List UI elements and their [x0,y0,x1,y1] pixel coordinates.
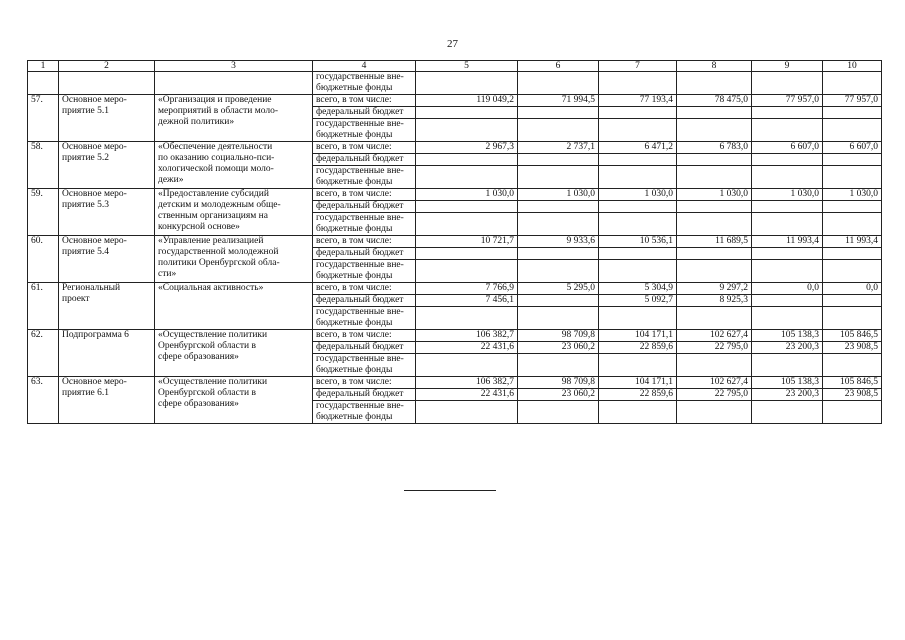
value-cell [416,307,518,330]
value-cell: 22 431,6 [416,389,518,401]
value-cell: 5 304,9 [599,283,677,295]
value-cell [518,354,599,377]
value-cell: 105 138,3 [752,377,823,389]
name-cell [155,283,313,330]
value-cell [518,260,599,283]
source-line: государственные вне- [316,213,404,223]
value-cell: 22 431,6 [416,342,518,354]
source-line: всего, в том числе: [316,142,392,152]
value-cell [518,107,599,119]
value-cell [518,154,599,166]
source-line: федеральный бюджет [316,107,404,117]
value-cell [518,213,599,236]
value-cell [518,248,599,260]
source-line: государственные вне- [316,354,404,364]
value-cell [752,72,823,95]
value-cell [823,72,882,95]
value-cell [599,72,677,95]
source-line: всего, в том числе: [316,377,392,387]
value-cell: 77 957,0 [752,95,823,107]
header-cell: 6 [518,61,599,72]
value-cell: 11 689,5 [677,236,752,248]
value-cell [823,119,882,142]
value-cell: 23 908,5 [823,342,882,354]
value-cell [599,119,677,142]
source-line: бюджетные фонды [316,177,393,187]
value-cell: 6 471,2 [599,142,677,154]
source-line: всего, в том числе: [316,330,392,340]
table-row [28,330,882,342]
name-cell [155,95,313,142]
value-cell [823,295,882,307]
name-line: государственной молодежной [158,247,279,257]
index-cell: 57. [28,95,59,142]
type-line: приятие 5.3 [62,200,109,210]
source-cell [313,248,416,260]
continuation-row [28,72,882,95]
value-cell [416,260,518,283]
header-cell: 5 [416,61,518,72]
value-cell: 2 967,3 [416,142,518,154]
name-cell [155,72,313,95]
value-cell: 1 030,0 [677,189,752,201]
table-row [28,95,882,107]
table-body [28,72,882,424]
value-cell [518,119,599,142]
index-cell: 62. [28,330,59,377]
value-cell: 8 925,3 [677,295,752,307]
value-cell [416,354,518,377]
value-cell [599,260,677,283]
value-cell: 5 092,7 [599,295,677,307]
source-line: государственные вне- [316,401,404,411]
value-cell: 23 200,3 [752,389,823,401]
value-cell [416,154,518,166]
name-line: Оренбургской области в [158,388,256,398]
page-number: 27 [447,38,458,50]
value-cell: 10 721,7 [416,236,518,248]
source-line: государственные вне- [316,260,404,270]
name-line: сти» [158,269,177,279]
source-cell [313,295,416,307]
header-row [28,61,882,72]
source-cell [313,342,416,354]
value-cell: 23 060,2 [518,389,599,401]
value-cell [823,307,882,330]
source-cell [313,389,416,401]
value-cell [518,166,599,189]
type-cell [59,283,155,330]
header-cell: 1 [28,61,59,72]
value-cell [823,166,882,189]
header-cell: 3 [155,61,313,72]
value-cell [677,154,752,166]
value-cell: 1 030,0 [416,189,518,201]
name-line: «Осуществление политики [158,377,268,387]
index-cell [28,72,59,95]
value-cell [823,107,882,119]
value-cell: 119 049,2 [416,95,518,107]
source-line: бюджетные фонды [316,365,393,375]
header-cell: 7 [599,61,677,72]
value-cell [823,154,882,166]
table-row [28,236,882,248]
name-line: дежи» [158,175,184,185]
value-cell [416,401,518,424]
value-cell: 6 783,0 [677,142,752,154]
source-line: бюджетные фонды [316,271,393,281]
value-cell [416,213,518,236]
value-cell [752,201,823,213]
value-cell: 7 766,9 [416,283,518,295]
value-cell: 22 795,0 [677,342,752,354]
value-cell [599,107,677,119]
source-cell [313,236,416,248]
value-cell [599,213,677,236]
value-cell [677,260,752,283]
value-cell [599,201,677,213]
source-line: федеральный бюджет [316,154,404,164]
source-cell [313,166,416,189]
name-line: хологической помощи моло- [158,164,274,174]
source-line: бюджетные фонды [316,83,393,93]
value-cell [752,154,823,166]
source-line: бюджетные фонды [316,130,393,140]
type-line: Основное меро- [62,236,127,246]
value-cell: 78 475,0 [677,95,752,107]
source-cell [313,72,416,95]
value-cell [416,107,518,119]
value-cell: 6 607,0 [823,142,882,154]
value-cell [752,248,823,260]
value-cell [752,295,823,307]
value-cell [677,166,752,189]
name-line: конкурсной основе» [158,222,240,232]
source-line: федеральный бюджет [316,295,404,305]
type-line: Основное меро- [62,95,127,105]
type-line: приятие 5.4 [62,247,109,257]
type-line: проект [62,294,90,304]
value-cell [823,213,882,236]
header-cell: 2 [59,61,155,72]
value-cell: 102 627,4 [677,377,752,389]
end-of-table-line [404,490,496,491]
source-line: бюджетные фонды [316,412,393,422]
source-line: бюджетные фонды [316,318,393,328]
type-cell [59,142,155,189]
source-cell [313,119,416,142]
name-line: детским и молодежным обще- [158,200,281,210]
value-cell [752,354,823,377]
value-cell [752,401,823,424]
value-cell: 105 138,3 [752,330,823,342]
value-cell: 77 193,4 [599,95,677,107]
source-line: бюджетные фонды [316,224,393,234]
name-cell [155,330,313,377]
value-cell: 1 030,0 [518,189,599,201]
value-cell [677,119,752,142]
value-cell [599,401,677,424]
value-cell [677,72,752,95]
value-cell [677,107,752,119]
value-cell [518,307,599,330]
source-cell [313,260,416,283]
value-cell: 105 846,5 [823,330,882,342]
source-cell [313,154,416,166]
value-cell: 98 709,8 [518,377,599,389]
value-cell [823,201,882,213]
value-cell [599,354,677,377]
type-line: приятие 6.1 [62,388,109,398]
source-line: государственные вне- [316,72,404,82]
source-line: федеральный бюджет [316,342,404,352]
index-cell: 63. [28,377,59,424]
value-cell [518,201,599,213]
type-line: Основное меро- [62,377,127,387]
name-cell [155,189,313,236]
type-line: Региональный [62,283,121,293]
value-cell: 2 737,1 [518,142,599,154]
source-line: государственные вне- [316,307,404,317]
value-cell [677,213,752,236]
value-cell: 98 709,8 [518,330,599,342]
source-line: федеральный бюджет [316,389,404,399]
source-cell [313,142,416,154]
value-cell: 11 993,4 [823,236,882,248]
value-cell [518,295,599,307]
value-cell [752,307,823,330]
table-row [28,189,882,201]
value-cell [677,201,752,213]
type-cell [59,236,155,283]
source-cell [313,201,416,213]
value-cell [823,260,882,283]
value-cell: 105 846,5 [823,377,882,389]
type-cell [59,330,155,377]
source-cell [313,401,416,424]
value-cell: 102 627,4 [677,330,752,342]
value-cell: 1 030,0 [599,189,677,201]
value-cell [599,307,677,330]
value-cell [752,213,823,236]
name-cell [155,142,313,189]
source-line: федеральный бюджет [316,248,404,258]
source-cell [313,330,416,342]
source-cell [313,107,416,119]
value-cell [599,154,677,166]
name-line: по оказанию социально-пси- [158,153,275,163]
value-cell: 23 200,3 [752,342,823,354]
value-cell: 106 382,7 [416,377,518,389]
name-cell [155,236,313,283]
value-cell: 23 908,5 [823,389,882,401]
index-cell: 59. [28,189,59,236]
source-line: государственные вне- [316,166,404,176]
header-cell: 9 [752,61,823,72]
index-cell: 60. [28,236,59,283]
value-cell: 77 957,0 [823,95,882,107]
value-cell: 1 030,0 [752,189,823,201]
name-line: ственным организациям на [158,211,268,221]
value-cell: 10 536,1 [599,236,677,248]
source-line: всего, в том числе: [316,236,392,246]
index-cell: 61. [28,283,59,330]
header-cell: 4 [313,61,416,72]
source-line: государственные вне- [316,119,404,129]
value-cell [677,401,752,424]
value-cell [677,307,752,330]
name-line: сфере образования» [158,399,239,409]
name-line: «Предоставление субсидий [158,189,269,199]
value-cell: 5 295,0 [518,283,599,295]
source-cell [313,377,416,389]
source-cell [313,307,416,330]
name-line: дежной политики» [158,117,235,127]
source-line: федеральный бюджет [316,201,404,211]
name-line: Оренбургской области в [158,341,256,351]
type-line: приятие 5.1 [62,106,109,116]
value-cell: 22 859,6 [599,342,677,354]
value-cell [416,119,518,142]
name-line: «Социальная активность» [158,283,264,293]
value-cell: 11 993,4 [752,236,823,248]
type-cell [59,189,155,236]
name-line: «Организация и проведение [158,95,272,105]
value-cell [752,260,823,283]
table-row [28,283,882,295]
type-line: Основное меро- [62,142,127,152]
value-cell: 22 795,0 [677,389,752,401]
value-cell [823,354,882,377]
source-cell [313,95,416,107]
value-cell [599,166,677,189]
type-line: приятие 5.2 [62,153,109,163]
source-line: всего, в том числе: [316,95,392,105]
value-cell: 6 607,0 [752,142,823,154]
value-cell: 104 171,1 [599,377,677,389]
value-cell [518,401,599,424]
value-cell [677,354,752,377]
value-cell: 1 030,0 [823,189,882,201]
value-cell: 0,0 [823,283,882,295]
value-cell [416,201,518,213]
name-line: «Обеспечение деятельности [158,142,273,152]
source-line: всего, в том числе: [316,189,392,199]
header-cell: 8 [677,61,752,72]
name-line: «Управление реализацией [158,236,264,246]
name-line: сфере образования» [158,352,239,362]
value-cell [823,401,882,424]
value-cell [518,72,599,95]
source-cell [313,283,416,295]
source-line: всего, в том числе: [316,283,392,293]
value-cell [599,248,677,260]
value-cell [416,166,518,189]
name-line: мероприятий в области моло- [158,106,278,116]
value-cell [416,248,518,260]
index-cell: 58. [28,142,59,189]
type-cell [59,95,155,142]
value-cell: 7 456,1 [416,295,518,307]
type-cell [59,72,155,95]
table-row [28,142,882,154]
value-cell [823,248,882,260]
value-cell [677,248,752,260]
value-cell: 104 171,1 [599,330,677,342]
value-cell [752,119,823,142]
table-row [28,377,882,389]
source-cell [313,354,416,377]
source-cell [313,189,416,201]
name-line: политики Оренбургской обла- [158,258,280,268]
type-line: Основное меро- [62,189,127,199]
value-cell: 9 933,6 [518,236,599,248]
type-line: Подпрограмма 6 [62,330,129,340]
value-cell: 0,0 [752,283,823,295]
value-cell [752,166,823,189]
value-cell: 9 297,2 [677,283,752,295]
budget-table [27,60,882,424]
name-cell [155,377,313,424]
value-cell: 23 060,2 [518,342,599,354]
value-cell: 71 994,5 [518,95,599,107]
value-cell: 22 859,6 [599,389,677,401]
name-line: «Осуществление политики [158,330,268,340]
value-cell [752,107,823,119]
source-cell [313,213,416,236]
value-cell [416,72,518,95]
value-cell: 106 382,7 [416,330,518,342]
header-cell: 10 [823,61,882,72]
type-cell [59,377,155,424]
